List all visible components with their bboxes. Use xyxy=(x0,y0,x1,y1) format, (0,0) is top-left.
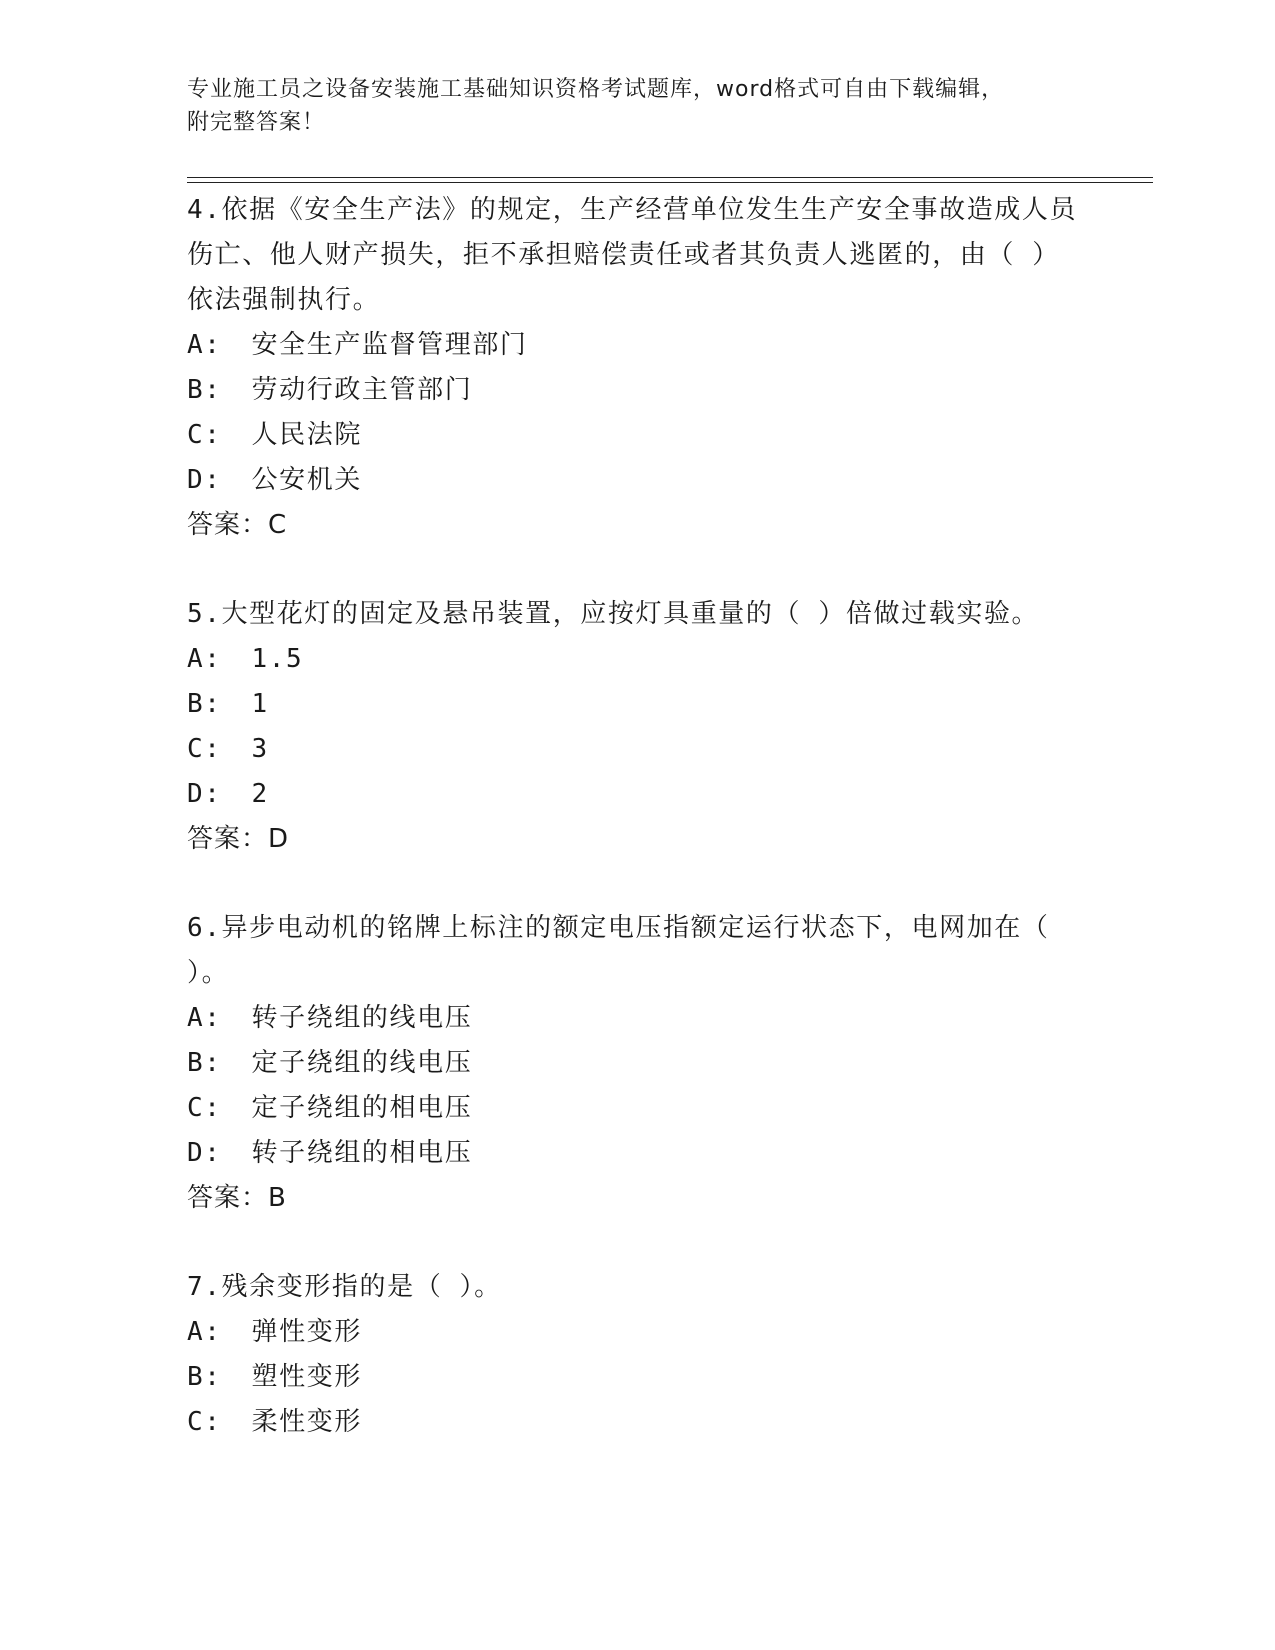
option-c xyxy=(187,413,1087,458)
answer-line: 答案：D xyxy=(187,824,290,854)
option-letter: C: xyxy=(187,1407,222,1437)
question-stem: 5.大型花灯的固定及悬吊装置，应按灯具重量的（ ）倍做过载实验。 xyxy=(187,599,1040,629)
option-c xyxy=(187,1400,1087,1445)
option-b xyxy=(187,368,1087,413)
question-list xyxy=(187,188,1087,1489)
header-rule-top xyxy=(187,177,1153,178)
option-letter: B: xyxy=(187,375,222,405)
question-stem: 7.残余变形指的是（ ）。 xyxy=(187,1272,502,1302)
header-line-1: 专业施工员之设备安装施工基础知识资格考试题库，word格式可自由下载编辑， xyxy=(187,77,1005,102)
option-b xyxy=(187,1355,1087,1400)
question-4 xyxy=(187,188,1087,548)
answer-line: 答案：B xyxy=(187,1183,287,1213)
option-letter: B: xyxy=(187,1048,222,1078)
option-text: 转子绕组的线电压 xyxy=(251,1003,473,1033)
option-d xyxy=(187,772,1087,817)
option-c xyxy=(187,1086,1087,1131)
option-letter: D: xyxy=(187,1138,222,1168)
option-a xyxy=(187,996,1087,1041)
option-a xyxy=(187,323,1087,368)
option-letter: A: xyxy=(187,644,222,674)
option-letter: A: xyxy=(187,330,222,360)
header-rule-bottom xyxy=(187,182,1153,183)
answer-line: 答案：C xyxy=(187,510,288,540)
option-letter: A: xyxy=(187,1003,222,1033)
header-line-2: 附完整答案！ xyxy=(187,110,326,135)
option-text: 转子绕组的相电压 xyxy=(251,1138,473,1168)
document-header xyxy=(187,73,1087,139)
option-text: 劳动行政主管部门 xyxy=(251,375,473,405)
question-5 xyxy=(187,592,1087,862)
question-stem: 4.依据《安全生产法》的规定，生产经营单位发生生产安全事故造成人员伤亡、他人财产损失，拒不承担赔偿责任或者其负责人逃匿的，由（ ）依法强制执行。 xyxy=(187,195,1078,315)
option-letter: B: xyxy=(187,1362,222,1392)
option-text: 塑性变形 xyxy=(251,1362,362,1392)
question-7 xyxy=(187,1265,1087,1445)
option-letter: A: xyxy=(187,1317,222,1347)
question-6 xyxy=(187,906,1087,1221)
option-text: 安全生产监督管理部门 xyxy=(251,330,528,360)
option-text: 公安机关 xyxy=(251,465,362,495)
option-text: 1.5 xyxy=(251,644,304,674)
option-text: 定子绕组的线电压 xyxy=(251,1048,473,1078)
option-b xyxy=(187,1041,1087,1086)
option-c xyxy=(187,727,1087,772)
option-letter: B: xyxy=(187,689,222,719)
option-letter: D: xyxy=(187,779,222,809)
option-d xyxy=(187,1131,1087,1176)
option-a xyxy=(187,1310,1087,1355)
option-text: 人民法院 xyxy=(251,420,362,450)
option-text: 1 xyxy=(251,689,269,719)
option-text: 弹性变形 xyxy=(251,1317,362,1347)
option-text: 定子绕组的相电压 xyxy=(251,1093,473,1123)
question-stem: 6.异步电动机的铭牌上标注的额定电压指额定运行状态下，电网加在（ ）。 xyxy=(187,913,1050,988)
option-letter: C: xyxy=(187,420,222,450)
option-letter: C: xyxy=(187,1093,222,1123)
option-text: 3 xyxy=(251,734,269,764)
option-d xyxy=(187,458,1087,503)
option-letter: C: xyxy=(187,734,222,764)
option-text: 柔性变形 xyxy=(251,1407,362,1437)
option-letter: D: xyxy=(187,465,222,495)
option-b xyxy=(187,682,1087,727)
option-text: 2 xyxy=(251,779,269,809)
option-a xyxy=(187,637,1087,682)
